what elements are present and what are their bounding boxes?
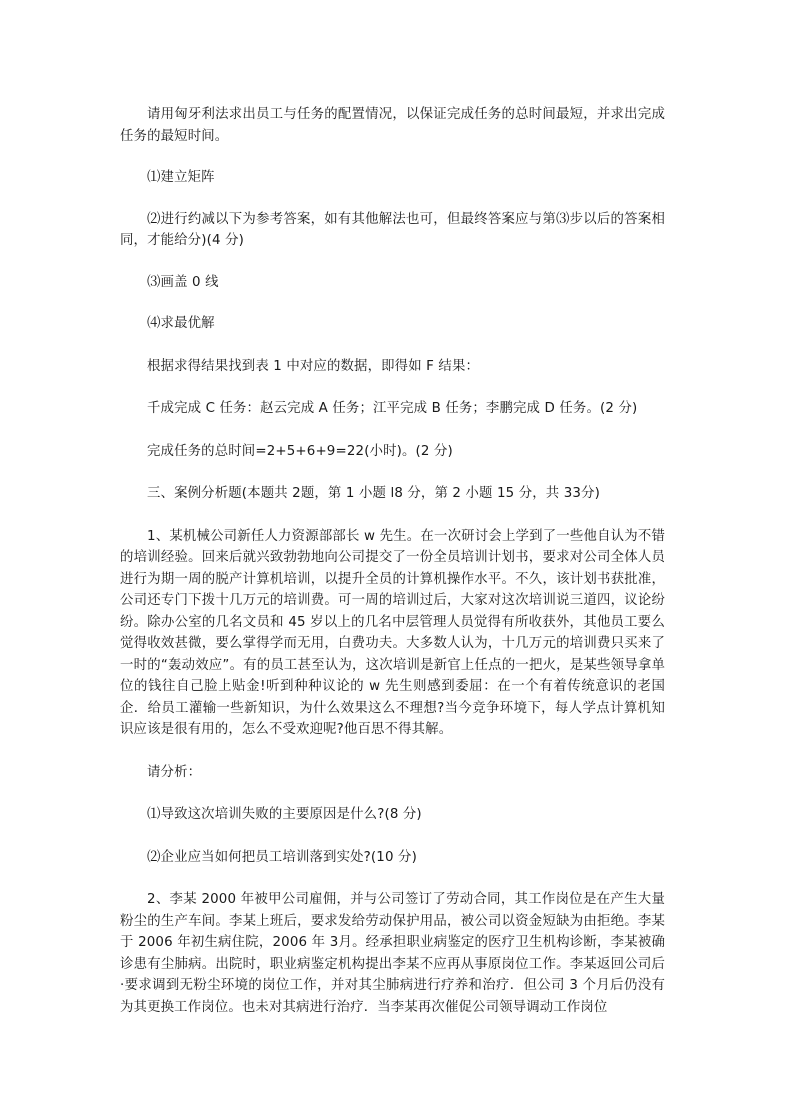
paragraph-task-instruction: 请用匈牙利法求出员工与任务的配置情况，以保证完成任务的总时间最短，并求出完成任务的最短时间。 <box>120 107 665 144</box>
paragraph-step-3: ⑶画盖 0 线 <box>147 274 219 290</box>
paragraph-step-1: ⑴建立矩阵 <box>147 170 215 185</box>
section-heading-case-analysis: 三、案例分析题(本题共 2题，第 1 小题 l8 分，第 2 小题 15 分，共 33分) <box>147 486 601 501</box>
paragraph-case-1: 1、某机械公司新任人力资源部部长 w 先生。在一次研讨会上学到了一些他自认为不错的培训经验。回来后就兴致勃勃地向公司提交了一份全员培训计划书，要求对公司全体人员进行为期一周的脱产计算机培训，以提升全员的计算机操作水平。不久，该计划书获批准，公司还专门下拨十几万元的培训费。可一周的培训过后，大家对这次培训说三道四，议论纷纷。除办公室的几名文员和 45 岁以上的几名中层管理人员觉得有所收获外，其他员工要么觉得收效甚微，要么掌得学而无用，白费功夫。大多数人认为，十几万元的培训费只买来了一时的“轰动效应”。有的员工甚至认为，这次培训是新官上任点的一把火，是某些领导拿单位的钱往自己脸上贴金!听到种种议论的 w 先生则感到委屈：在一个有着传统意识的老国企．给员工灌输一些新知识，为什么效果这么不理想?当今竞争环境下，每人学点计算机知识应该是很有用的，怎么不受欢迎呢?他百思不得其解。 <box>120 528 665 737</box>
paragraph-question-1: ⑴导致这次培训失败的主要原因是什么?(8 分) <box>147 807 422 822</box>
paragraph-analysis-prompt: 请分析： <box>147 764 202 780</box>
paragraph-assignment-result: 千成完成 C 任务：赵云完成 A 任务；江平完成 B 任务；李鹏完成 D 任务。(2 分) <box>147 401 638 416</box>
paragraph-step-2: ⑵进行约减以下为参考答案，如有其他解法也可，但最终答案应与第⑶步以后的答案相同，才能给分)(4 分) <box>120 211 665 248</box>
paragraph-result-intro: 根据求得结果找到表 1 中对应的数据，即得如 F 结果： <box>147 358 480 374</box>
paragraph-total-time: 完成任务的总时间=2+5+6+9=22(小时)。(2 分) <box>147 443 453 459</box>
document-body <box>120 104 665 1018</box>
paragraph-case-2: 2、李某 2000 年被甲公司雇佣，并与公司签订了劳动合同，其工作岗位是在产生大量粉尘的生产车间。李某上班后，要求发给劳动保护用品，被公司以资金短缺为由拒绝。李某于 2006 年初生病住院，2006 年 3月。经承担职业病鉴定的医疗卫生机构诊断，李某被确诊患有尘肺病。出院时，职业病鉴定机构提出李某不应再从事原岗位工作。李某返回公司后·要求调到无粉尘环境的岗位工作，并对其尘肺病进行疗养和治疗．但公司 3 个月后仍没有为其更换工作岗位。也未对其病进行治疗．当李某再次催促公司领导调动工作岗位 <box>120 892 665 1015</box>
paragraph-question-2: ⑵企业应当如何把员工培训落到实处?(10 分) <box>147 849 417 865</box>
paragraph-step-4: ⑷求最优解 <box>147 316 215 331</box>
